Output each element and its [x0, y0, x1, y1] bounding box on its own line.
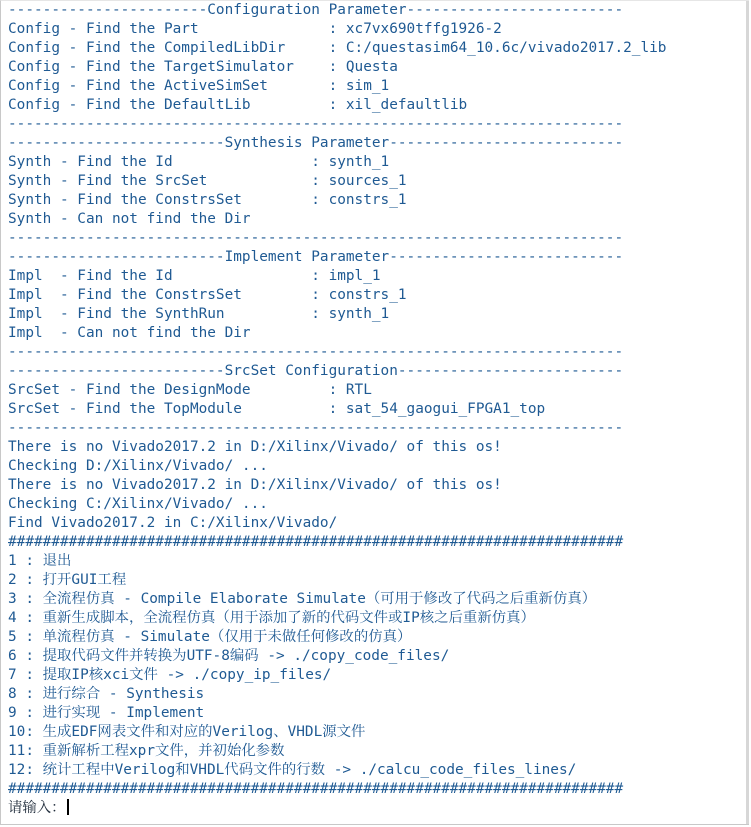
terminal-line: -------------------------Implement Parameter---------------------------	[8, 249, 624, 265]
terminal-line: Config - Find the TargetSimulator : Questa	[8, 59, 398, 75]
terminal-line: Impl - Find the ConstrsSet : constrs_1	[8, 287, 407, 303]
terminal-line: #######################################################################	[8, 534, 624, 550]
menu-option-4: 4 : 重新生成脚本，全流程仿真（用于添加了新的代码文件或IP核之后重新仿真）	[8, 610, 535, 626]
terminal-line: -----------------------Configuration Parameter-------------------------	[8, 2, 624, 18]
terminal-line: Config - Find the CompiledLibDir : C:/questasim64_10.6c/vivado2017.2_lib	[8, 40, 667, 56]
menu-option-8: 8 : 进行综合 - Synthesis	[8, 686, 205, 702]
terminal-line: Synth - Find the ConstrsSet : constrs_1	[8, 192, 407, 208]
menu-option-9: 9 : 进行实现 - Implement	[8, 705, 205, 721]
terminal-line: -----------------------------------------------------------------------	[8, 420, 624, 436]
terminal-line: Impl - Find the SynthRun : synth_1	[8, 306, 390, 322]
menu-option-12: 12: 统计工程中Verilog和VHDL代码文件的行数 -> ./calcu_code_files_lines/	[8, 762, 577, 778]
terminal-line: Config - Find the DefaultLib : xil_defaultlib	[8, 97, 468, 113]
terminal-line: Synth - Can not find the Dir	[8, 211, 251, 227]
terminal-line: #######################################################################	[8, 781, 624, 797]
terminal-line: Checking C:/Xilinx/Vivado/ ...	[8, 496, 268, 512]
terminal-line: -----------------------------------------------------------------------	[8, 116, 624, 132]
menu-option-10: 10: 生成EDF网表文件和对应的Verilog、VHDL源文件	[8, 724, 366, 740]
terminal-line: SrcSet - Find the DesignMode : RTL	[8, 382, 372, 398]
menu-option-1: 1 : 退出	[8, 553, 72, 569]
text-cursor	[67, 799, 69, 815]
menu-option-5: 5 : 单流程仿真 - Simulate（仅用于未做任何修改的仿真）	[8, 629, 412, 645]
terminal-line: -----------------------------------------------------------------------	[8, 344, 624, 360]
terminal-line: Impl - Can not find the Dir	[8, 325, 251, 341]
menu-option-2: 2 : 打开GUI工程	[8, 572, 127, 588]
menu-option-3: 3 : 全流程仿真 - Compile Elaborate Simulate（可用于修改了代码之后重新仿真）	[8, 591, 597, 607]
input-prompt-line[interactable]	[8, 799, 749, 818]
terminal-line: There is no Vivado2017.2 in D:/Xilinx/Vivado/ of this os!	[8, 439, 502, 455]
terminal-line: Impl - Find the Id : impl_1	[8, 268, 381, 284]
terminal-line: SrcSet - Find the TopModule : sat_54_gaogui_FPGA1_top	[8, 401, 546, 417]
terminal-line: There is no Vivado2017.2 in D:/Xilinx/Vivado/ of this os!	[8, 477, 502, 493]
menu-option-6: 6 : 提取代码文件并转换为UTF-8编码 -> ./copy_code_files/	[8, 648, 450, 664]
menu-option-7: 7 : 提取IP核xci文件 -> ./copy_ip_files/	[8, 667, 332, 683]
terminal-output	[1, 1, 749, 818]
scrollbar[interactable]	[746, 1, 749, 824]
terminal-line: Config - Find the Part : xc7vx690tffg1926-2	[8, 21, 502, 37]
terminal-line: Find Vivado2017.2 in C:/Xilinx/Vivado/	[8, 515, 338, 531]
terminal-line: Synth - Find the Id : synth_1	[8, 154, 390, 170]
terminal-line: -----------------------------------------------------------------------	[8, 230, 624, 246]
terminal-line: Synth - Find the SrcSet : sources_1	[8, 173, 407, 189]
terminal-line: -------------------------Synthesis Parameter---------------------------	[8, 135, 624, 151]
terminal-line: -------------------------SrcSet Configuration--------------------------	[8, 363, 624, 379]
terminal-line: Checking D:/Xilinx/Vivado/ ...	[8, 458, 268, 474]
menu-option-11: 11: 重新解析工程xpr文件，并初始化参数	[8, 743, 285, 759]
input-prompt: 请输入：	[8, 800, 66, 816]
terminal-line: Config - Find the ActiveSimSet : sim_1	[8, 78, 390, 94]
